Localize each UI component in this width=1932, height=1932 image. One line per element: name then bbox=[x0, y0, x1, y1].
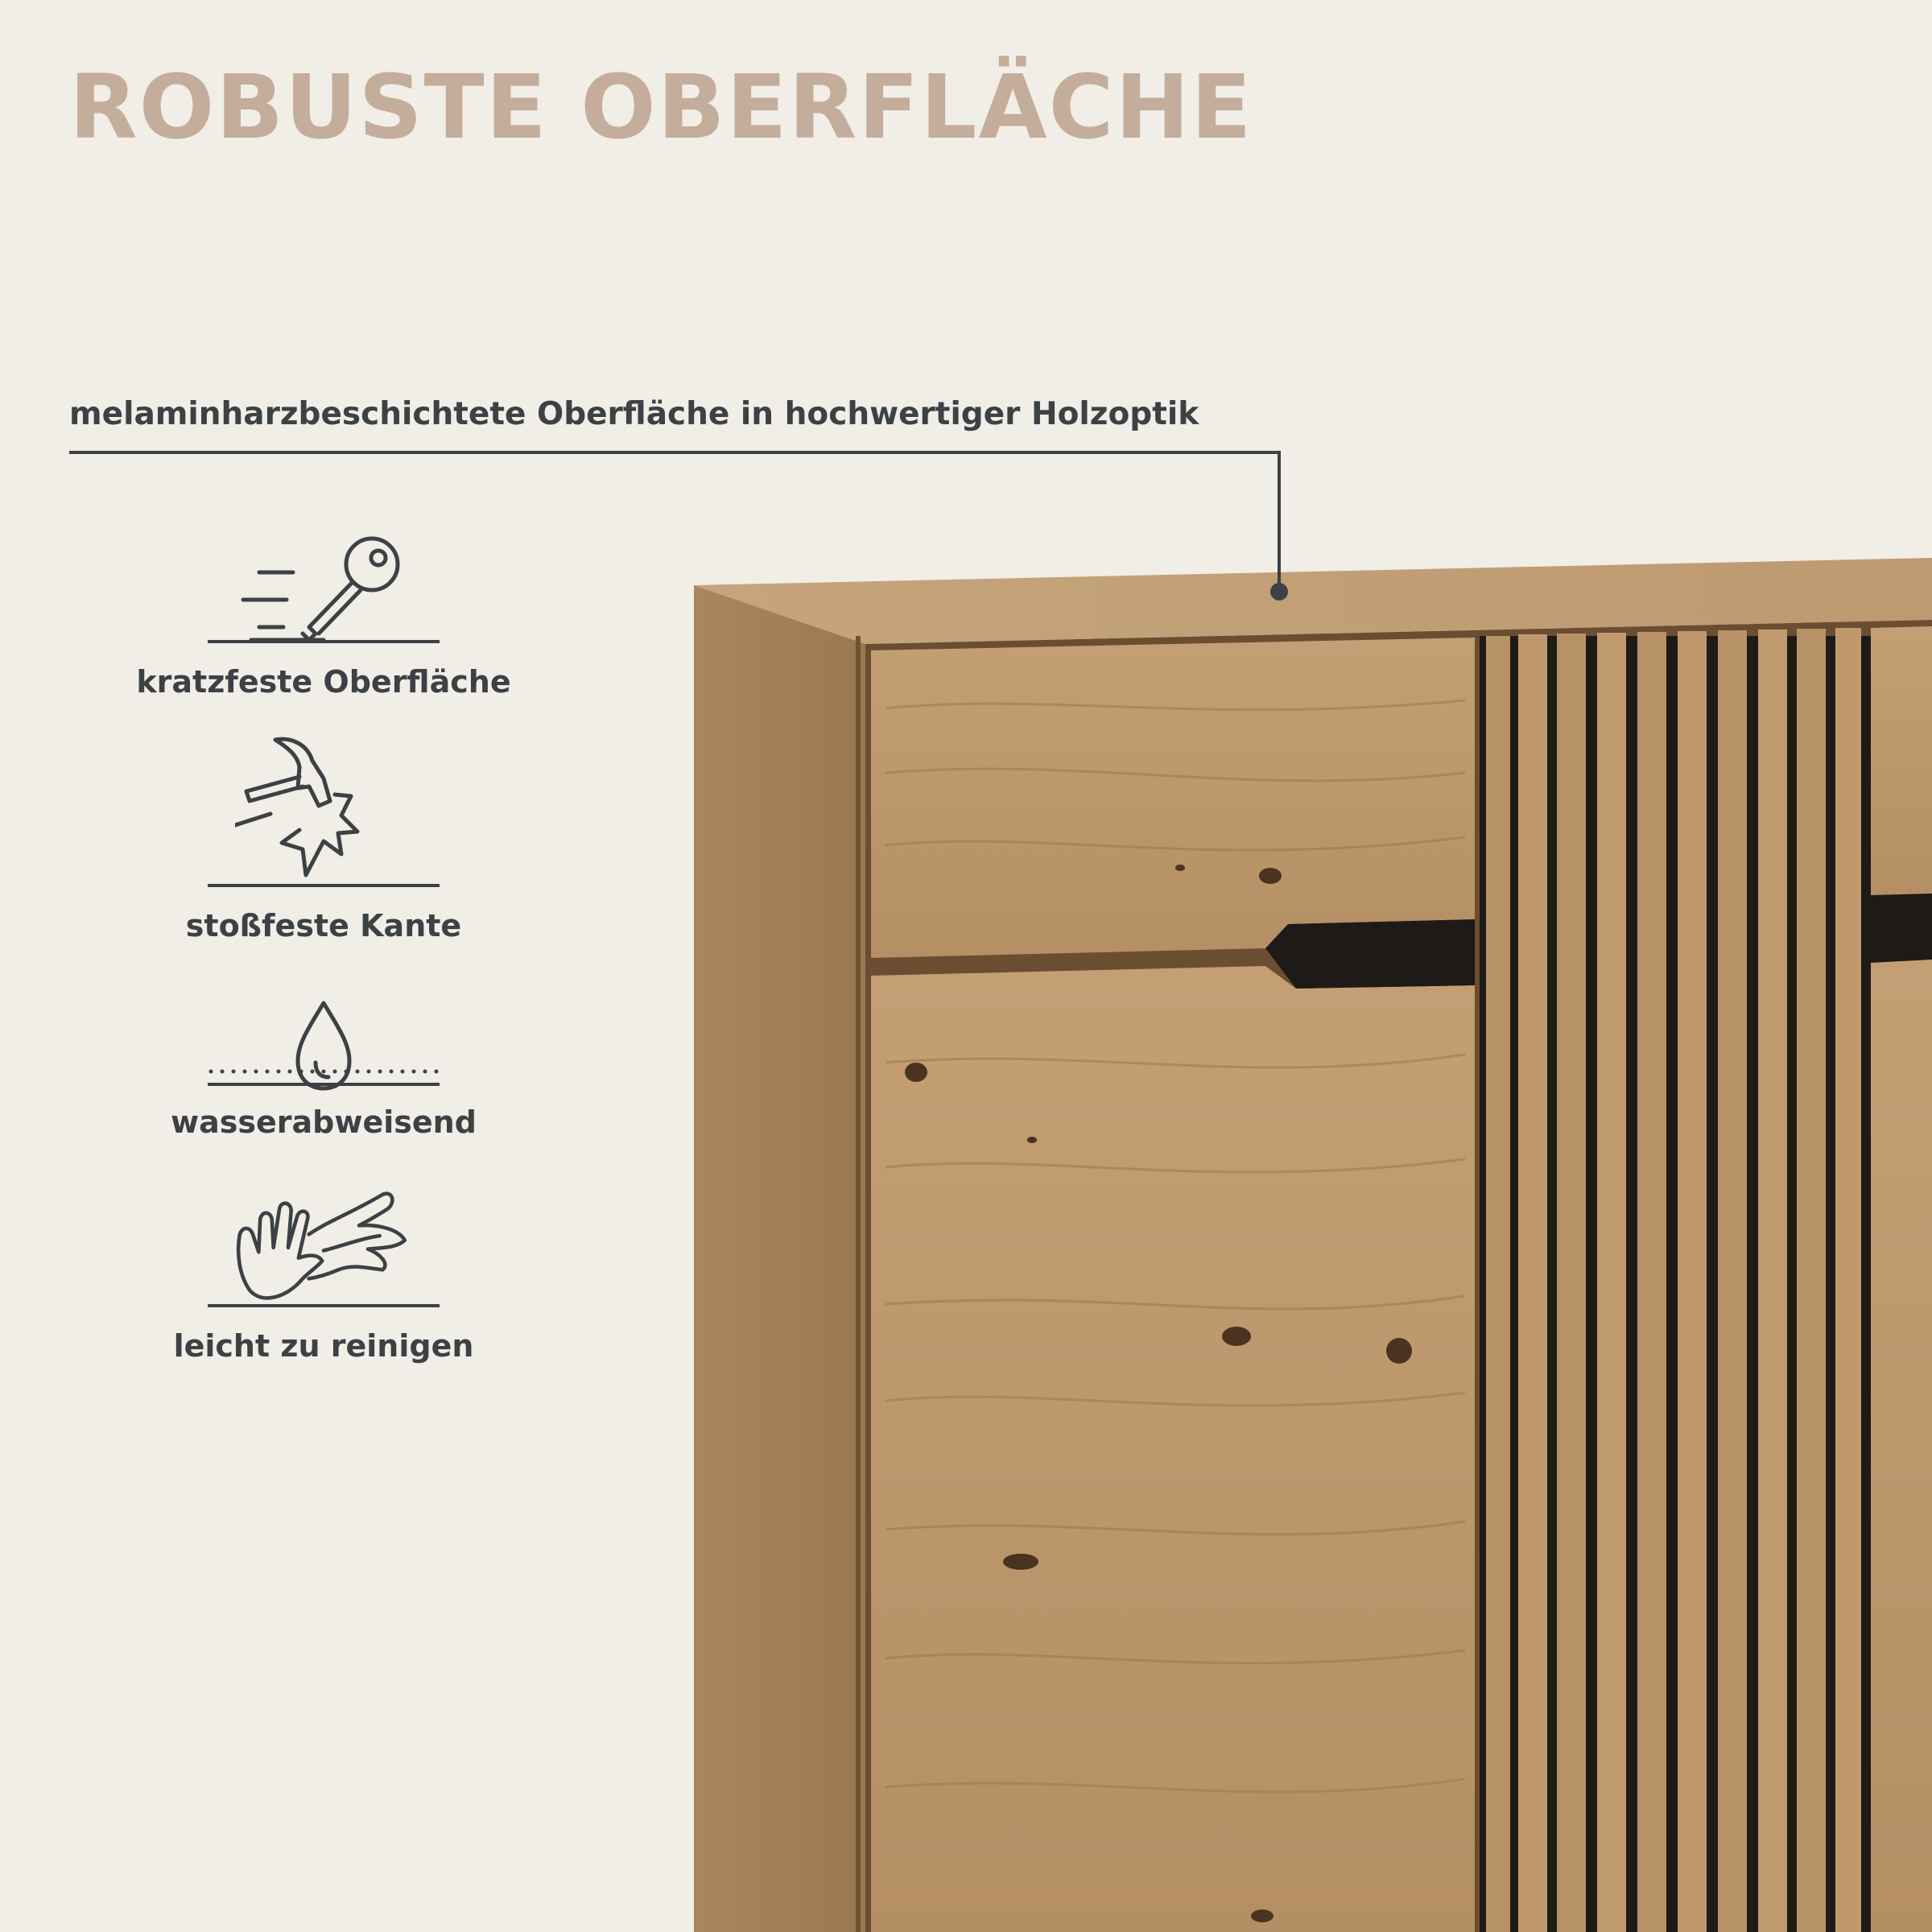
hammer-impact-icon bbox=[235, 729, 412, 890]
feature-rule bbox=[208, 884, 440, 887]
feature-label: wasserabweisend bbox=[171, 1104, 477, 1140]
cabinet-side bbox=[694, 585, 865, 1932]
feature-label: leicht zu reinigen bbox=[173, 1328, 474, 1364]
page-title: ROBUSTE OBERFLÄCHE bbox=[69, 56, 1253, 159]
feature-rule bbox=[208, 640, 440, 643]
slat-panel bbox=[1480, 628, 1932, 1932]
hand-wipe-icon bbox=[235, 1166, 412, 1327]
feature-label: stoßfeste Kante bbox=[185, 908, 462, 943]
feature-label: kratzfeste Oberfläche bbox=[136, 664, 511, 700]
handle-recess bbox=[1265, 919, 1475, 989]
callout-text: melaminharzbeschichtete Oberfläche in hochwertiger Holzoptik bbox=[69, 396, 1199, 432]
dotted-water-line bbox=[208, 1067, 440, 1076]
drawer-left bbox=[871, 638, 1475, 958]
feature-rule bbox=[208, 1083, 440, 1086]
feature-rule bbox=[208, 1304, 440, 1307]
